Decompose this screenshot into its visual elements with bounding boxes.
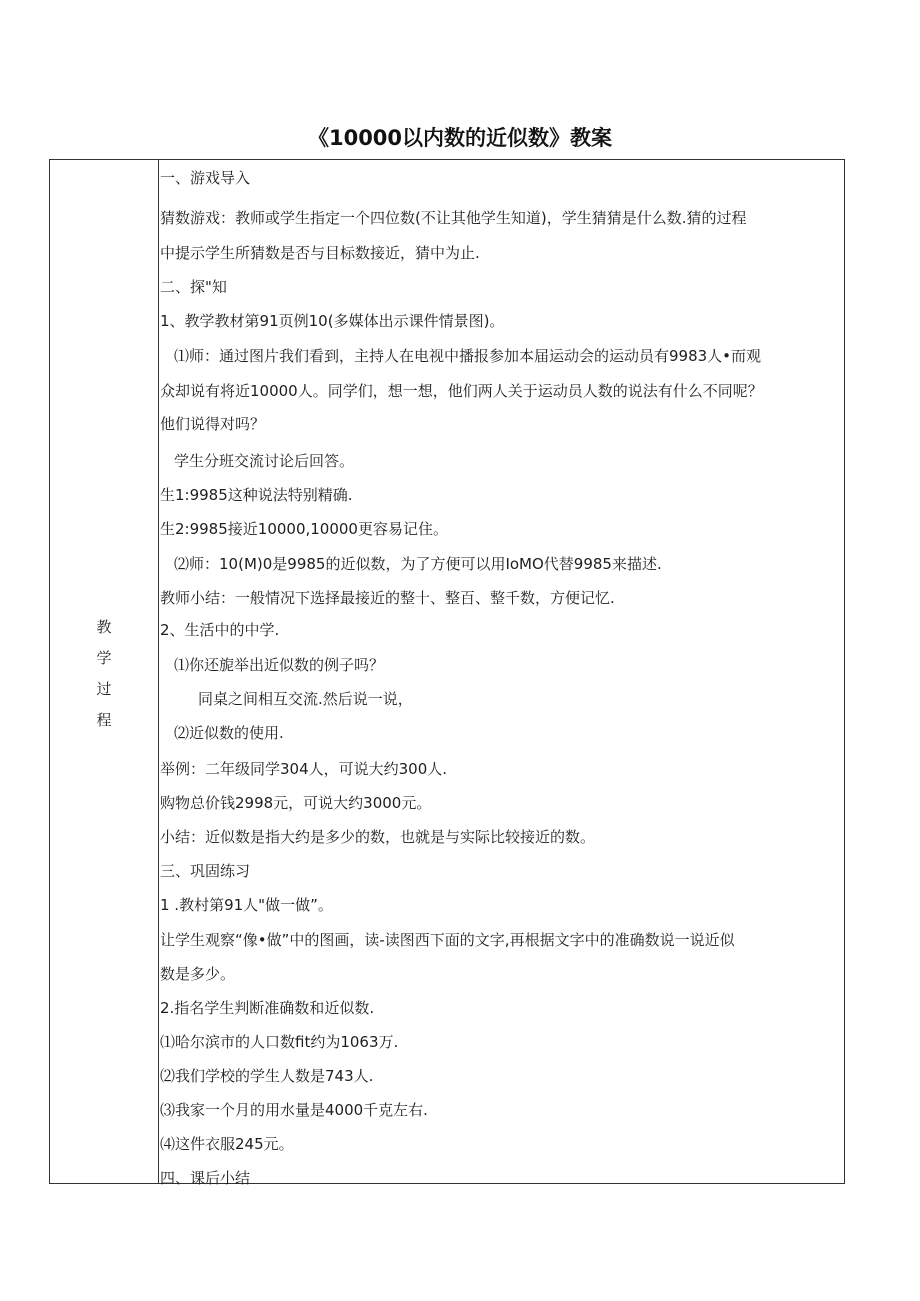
paragraph-line: 1 .教村第91人"做一做”。 [160, 896, 333, 914]
paragraph-line: 学生分班交流讨论后回答。 [174, 452, 355, 470]
paragraph-line: 购物总价钱2998元，可说大约3000元。 [160, 794, 432, 812]
section-label [50, 612, 158, 736]
heading-explore: 二、探"知 [160, 278, 227, 296]
section-label-char: 程 [96, 711, 112, 729]
heading-practice: 三、巩固练习 [160, 862, 251, 880]
paragraph-line: 中提示学生所猜数是否与目标数接近，猜中为止. [160, 244, 480, 262]
heading-summary: 四、课后小结 [160, 1169, 251, 1187]
paragraph-line: 2.指名学生判断准确数和近似数. [160, 999, 375, 1017]
paragraph-line: 同桌之间相互交流.然后说一说， [198, 690, 413, 708]
paragraph-line: 教师小结：一般情况下选择最接近的整十、整百、整千数，方便记忆. [160, 589, 615, 607]
paragraph-line: 他们说得对吗？ [160, 415, 266, 433]
paragraph-line: ⑵师：10(M)0是9985的近似数，为了方便可以用IoMO代替9985来描述. [174, 555, 662, 573]
heading-life-math: 2、生活中的中学. [160, 621, 280, 639]
paragraph-line: ⑵我们学校的学生人数是743人. [160, 1067, 374, 1085]
paragraph-line: 举例：二年级同学304人，可说大约300人. [160, 760, 448, 778]
paragraph-line: 众却说有将近10000人。同学们，想一想，他们两人关于运动员人数的说法有什么不同呢？ [160, 382, 763, 400]
paragraph-line: ⑴你还旎举出近似数的例子吗？ [174, 656, 385, 674]
paragraph-line: ⑷这件衣服245元。 [160, 1135, 294, 1153]
document-title: 《10000以内数的近似数》教案 [307, 126, 613, 150]
paragraph-line: 猜数游戏：教师或学生指定一个四位数(不让其他学生知道)，学生猜猜是什么数.猜的过程 [160, 209, 747, 227]
section-label-char: 过 [96, 680, 112, 698]
paragraph-line: 让学生观察“像•做”中的图画，读-读图西下面的文字,再根据文字中的准确数说一说近似 [160, 931, 735, 949]
column-divider [158, 159, 159, 1184]
heading-game-intro: 一、游戏导入 [160, 169, 251, 187]
paragraph-line: ⑵近似数的使用. [174, 724, 284, 742]
paragraph-line: 生2:9985接近10000,10000更容易记住。 [160, 520, 448, 538]
paragraph-line: ⑴师：通过图片我们看到，主持人在电视中播报参加本届运动会的运动员有9983人•而观 [174, 347, 762, 365]
paragraph-line: ⑴哈尔滨市的人口数fit约为1063万. [160, 1033, 399, 1051]
paragraph-line: 数是多少。 [160, 965, 236, 983]
section-label-char: 学 [96, 649, 112, 667]
paragraph-line: 生1:9985这种说法特别精确. [160, 486, 353, 504]
paragraph-line: ⑶我家一个月的用水量是4000千克左右. [160, 1101, 428, 1119]
paragraph-line: 小结：近似数是指大约是多少的数，也就是与实际比较接近的数。 [160, 828, 596, 846]
paragraph-line: 1、教学教材第91页例10(多媒体出示课件情景图)。 [160, 312, 505, 330]
section-label-char: 教 [96, 618, 112, 636]
